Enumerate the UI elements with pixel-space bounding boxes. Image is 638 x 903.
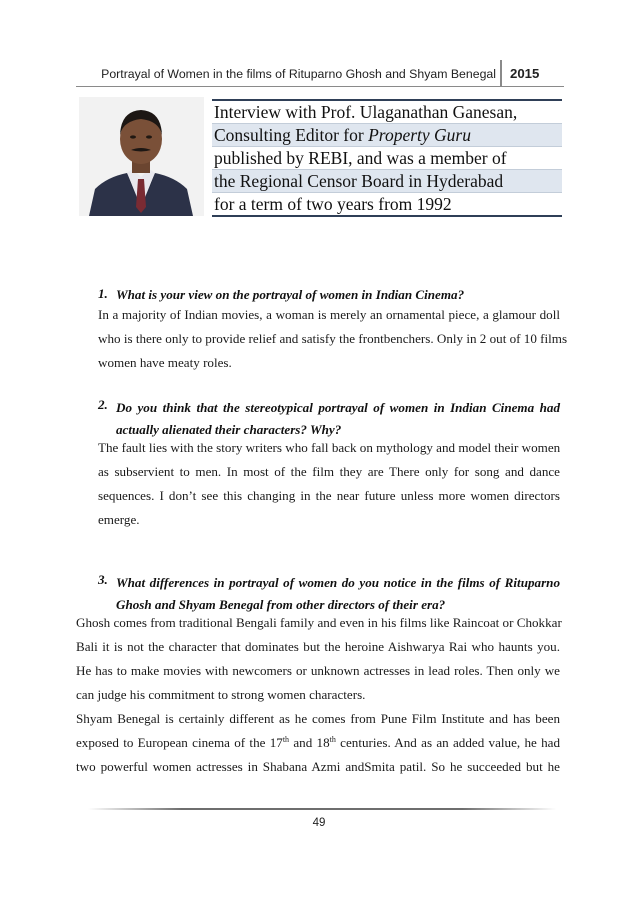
question-text: actually alienated their characters? Why? xyxy=(116,422,342,437)
footer-rule xyxy=(88,808,556,810)
answer-line: The fault lies with the story writers who fall back on mythology and model their women xyxy=(98,440,561,455)
header-title: Portrayal of Women in the films of Rituparno Ghosh and Shyam Benegal xyxy=(101,67,496,81)
header-divider xyxy=(500,60,502,87)
ordinal-suffix: th xyxy=(329,735,336,744)
answer-line: emerge. xyxy=(98,512,140,527)
question-text: What differences in portrayal of women do you notice in the films of Rituparno xyxy=(116,575,560,590)
answer-line: who is there only to provide relief and satisfy the frontbenchers. Only in 2 out of 10 films xyxy=(98,331,568,346)
answer-text: centuries. And as an added value, he had xyxy=(335,735,561,750)
header-rule xyxy=(76,86,564,87)
question-number: 3. xyxy=(98,572,108,587)
question-1 xyxy=(98,286,560,304)
question-text: What is your view on the portrayal of women in Indian Cinema? xyxy=(116,287,465,302)
answer-line: Bali it is not the character that dominates but the heroine Aishwarya Rai who haunts you. xyxy=(76,639,560,654)
page-number: 49 xyxy=(312,817,326,829)
answer-line: In a majority of Indian movies, a woman is merely an ornamental piece, a glamour doll xyxy=(98,307,560,322)
intro-line: Interview with Prof. Ulaganathan Ganesan, xyxy=(212,99,562,123)
answer-line: two powerful women actresses in Shabana Azmi andSmita patil. So he succeeded but he xyxy=(76,759,560,774)
answer-line: Ghosh comes from traditional Bengali family and even in his films like Raincoat or Chokkar xyxy=(76,615,562,630)
answer-line: women have meaty roles. xyxy=(98,355,232,370)
publication-name: Property Guru xyxy=(368,125,471,145)
question-number: 2. xyxy=(98,397,108,412)
answer-2 xyxy=(98,436,560,532)
answer-line: He has to make movies with newcomers or unknown actresses in lead roles. Then only we xyxy=(76,663,560,678)
interviewee-photo xyxy=(79,97,204,216)
intro-text: Consulting Editor for xyxy=(214,125,369,145)
intro-line: published by REBI, and was a member of xyxy=(212,146,562,169)
ordinal-suffix: th xyxy=(282,735,290,744)
answer-1 xyxy=(98,303,568,375)
answer-3 xyxy=(76,611,560,779)
answer-line: as subservient to men. In most of the film they are There only for song and dance xyxy=(98,464,560,479)
answer-line xyxy=(76,731,560,755)
intro-line xyxy=(212,123,562,146)
answer-line: Shyam Benegal is certainly different as he comes from Pune Film Institute and has been xyxy=(76,711,560,726)
intro-line: for a term of two years from 1992 xyxy=(212,192,562,217)
answer-line: sequences. I don’t see this changing in the near future unless more women directors xyxy=(98,488,560,503)
question-text: Ghosh and Shyam Benegal from other directors of their era? xyxy=(116,597,446,612)
question-text: Do you think that the stereotypical portrayal of women in Indian Cinema had xyxy=(116,400,560,415)
header-year: 2015 xyxy=(510,66,540,81)
answer-line: can judge his commitment to strong women characters. xyxy=(76,687,366,702)
intro-line: the Regional Censor Board in Hyderabad xyxy=(212,169,562,192)
answer-text: and 18 xyxy=(289,735,330,750)
answer-text: exposed to European cinema of the 17 xyxy=(76,735,283,750)
interview-intro-box xyxy=(212,99,562,217)
question-number: 1. xyxy=(98,286,108,301)
question-3 xyxy=(98,572,560,616)
running-header xyxy=(76,58,564,86)
question-2 xyxy=(98,397,560,441)
